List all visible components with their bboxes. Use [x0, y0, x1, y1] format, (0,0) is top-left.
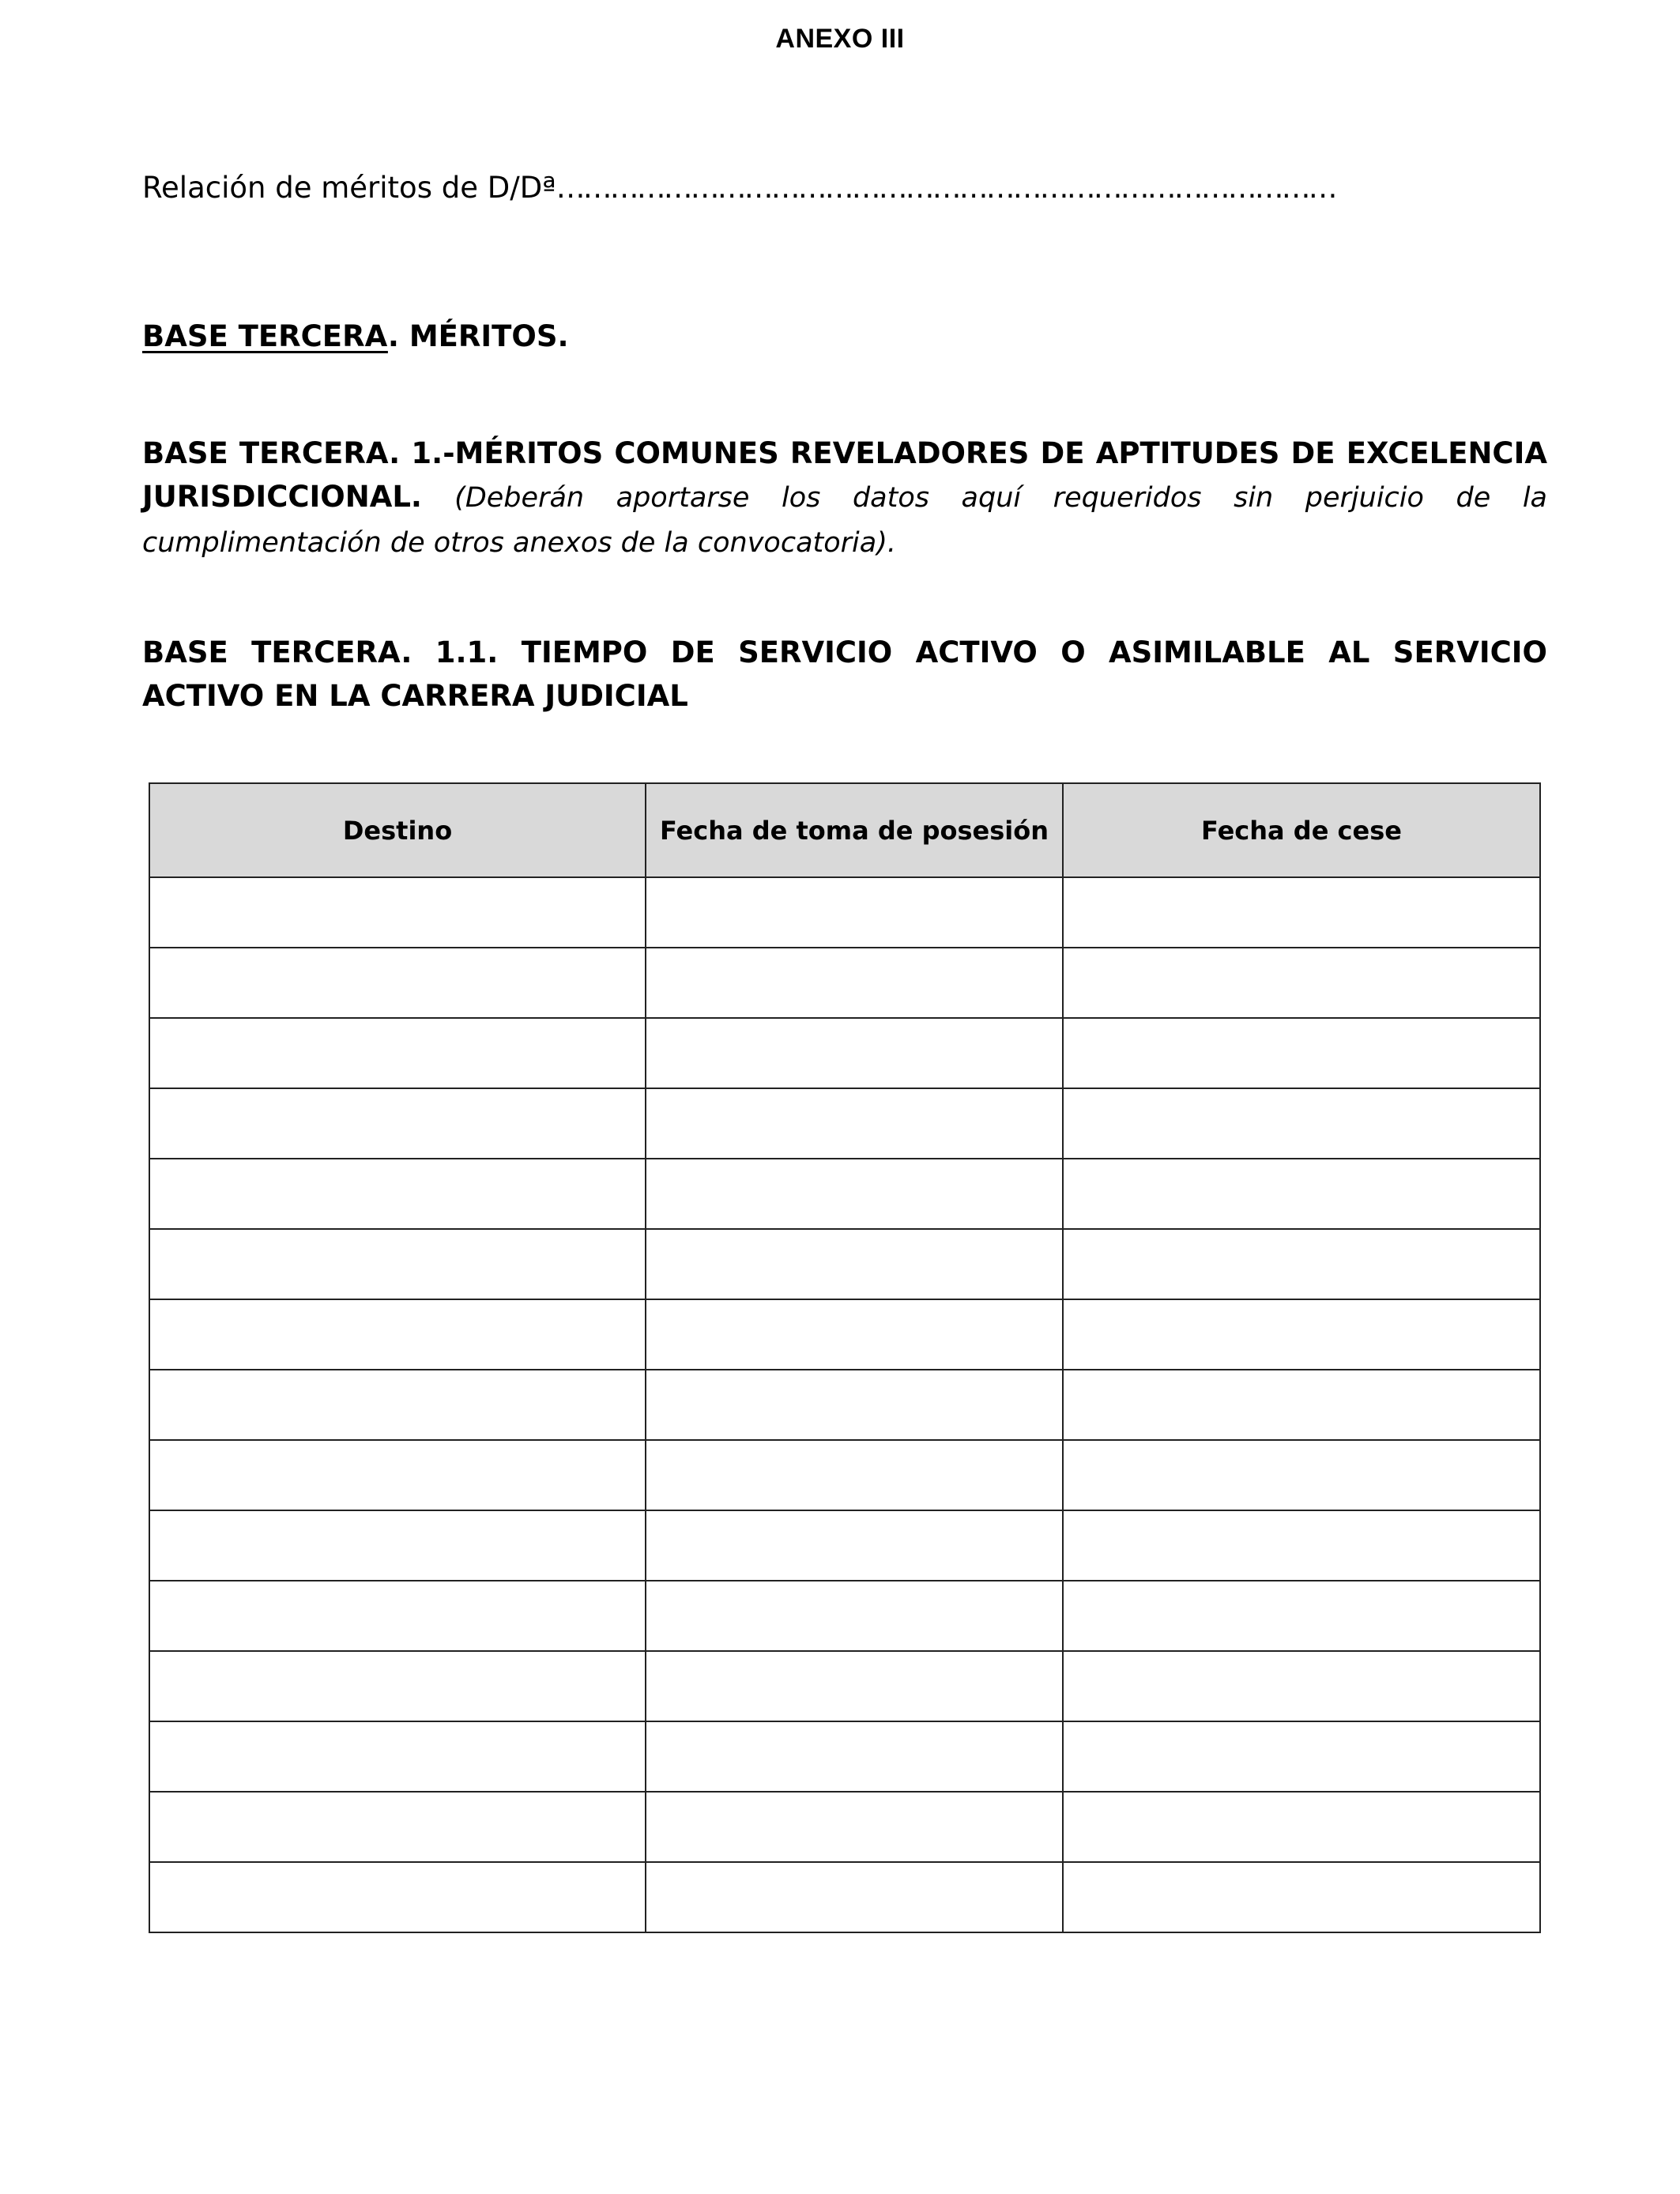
fecha-toma-posesion-cell[interactable]: [646, 1862, 1063, 1932]
fecha-toma-posesion-cell[interactable]: [646, 1018, 1063, 1088]
fecha-cese-cell[interactable]: [1063, 1370, 1540, 1440]
fecha-cese-cell[interactable]: [1063, 1862, 1540, 1932]
table-row: [149, 1651, 1540, 1721]
table-row: [149, 1088, 1540, 1159]
section-1-1-heading: BASE TERCERA. 1.1. TIEMPO DE SERVICIO ACTIVO O ASIMILABLE AL SERVICIO ACTIVO EN LA CARRERA JUDICIAL: [142, 635, 1547, 713]
fecha-cese-cell[interactable]: [1063, 1581, 1540, 1651]
relacion-fill-dots: ……………………………………………………………………………: [556, 171, 1335, 205]
base-tercera-rest: . MÉRITOS.: [387, 319, 569, 353]
table-body: [149, 877, 1540, 1932]
destino-cell[interactable]: [149, 1792, 646, 1862]
fecha-cese-cell[interactable]: [1063, 877, 1540, 948]
fecha-toma-posesion-cell[interactable]: [646, 1299, 1063, 1370]
destino-cell[interactable]: [149, 1581, 646, 1651]
fecha-cese-cell[interactable]: [1063, 1510, 1540, 1581]
table-row: [149, 1792, 1540, 1862]
table-row: [149, 877, 1540, 948]
destino-cell[interactable]: [149, 1721, 646, 1792]
fecha-cese-cell[interactable]: [1063, 1792, 1540, 1862]
fecha-toma-posesion-cell[interactable]: [646, 1510, 1063, 1581]
table-row: [149, 1721, 1540, 1792]
fecha-toma-posesion-cell[interactable]: [646, 1229, 1063, 1299]
table-row: [149, 1229, 1540, 1299]
fecha-cese-cell[interactable]: [1063, 1721, 1540, 1792]
header-fecha-cese: Fecha de cese: [1063, 783, 1540, 877]
base-tercera-heading: [142, 319, 569, 353]
destino-cell[interactable]: [149, 1510, 646, 1581]
section-1-paragraph: [142, 432, 1547, 565]
fecha-toma-posesion-cell[interactable]: [646, 1721, 1063, 1792]
fecha-cese-cell[interactable]: [1063, 1299, 1540, 1370]
fecha-cese-cell[interactable]: [1063, 1159, 1540, 1229]
fecha-toma-posesion-cell[interactable]: [646, 1651, 1063, 1721]
table-row: [149, 1370, 1540, 1440]
annex-title: ANEXO III: [775, 24, 905, 54]
destino-cell[interactable]: [149, 1229, 646, 1299]
destino-cell[interactable]: [149, 1088, 646, 1159]
fecha-toma-posesion-cell[interactable]: [646, 1792, 1063, 1862]
fecha-toma-posesion-cell[interactable]: [646, 1440, 1063, 1510]
destino-cell[interactable]: [149, 1299, 646, 1370]
fecha-toma-posesion-cell[interactable]: [646, 877, 1063, 948]
header-fecha-toma-posesion: Fecha de toma de posesión: [646, 783, 1063, 877]
destino-cell[interactable]: [149, 877, 646, 948]
fecha-toma-posesion-cell[interactable]: [646, 1370, 1063, 1440]
table-row: [149, 1581, 1540, 1651]
destino-cell[interactable]: [149, 948, 646, 1018]
base-tercera-underlined: BASE TERCERA: [142, 319, 388, 353]
destino-cell[interactable]: [149, 1862, 646, 1932]
fecha-toma-posesion-cell[interactable]: [646, 1159, 1063, 1229]
fecha-cese-cell[interactable]: [1063, 1229, 1540, 1299]
destino-cell[interactable]: [149, 1018, 646, 1088]
destino-cell[interactable]: [149, 1159, 646, 1229]
fecha-cese-cell[interactable]: [1063, 948, 1540, 1018]
table-row: [149, 948, 1540, 1018]
table-row: [149, 1159, 1540, 1229]
fecha-toma-posesion-cell[interactable]: [646, 1088, 1063, 1159]
relacion-label: Relación de méritos de D/Dª: [142, 171, 556, 205]
section-1-note: (Deberán aportarse los datos aquí requeridos sin perjuicio de la cumplimentación de otros anexos de la convocatoria).: [142, 482, 1547, 559]
relacion-line: [142, 171, 1565, 205]
table-row: [149, 1862, 1540, 1932]
fecha-cese-cell[interactable]: [1063, 1651, 1540, 1721]
fecha-cese-cell[interactable]: [1063, 1018, 1540, 1088]
table-row: [149, 1018, 1540, 1088]
table-row: [149, 1510, 1540, 1581]
fecha-cese-cell[interactable]: [1063, 1088, 1540, 1159]
table-header-row: [149, 783, 1540, 877]
service-time-table: [149, 782, 1541, 1933]
fecha-cese-cell[interactable]: [1063, 1440, 1540, 1510]
destino-cell[interactable]: [149, 1440, 646, 1510]
header-destino: Destino: [149, 783, 646, 877]
fecha-toma-posesion-cell[interactable]: [646, 948, 1063, 1018]
section-1-heading: BASE TERCERA. 1.-MÉRITOS COMUNES REVELADORES DE APTITUDES DE EXCELENCIA JURISDICCIONAL.: [142, 436, 1547, 514]
fecha-toma-posesion-cell[interactable]: [646, 1581, 1063, 1651]
table-row: [149, 1440, 1540, 1510]
table-row: [149, 1299, 1540, 1370]
destino-cell[interactable]: [149, 1370, 646, 1440]
destino-cell[interactable]: [149, 1651, 646, 1721]
